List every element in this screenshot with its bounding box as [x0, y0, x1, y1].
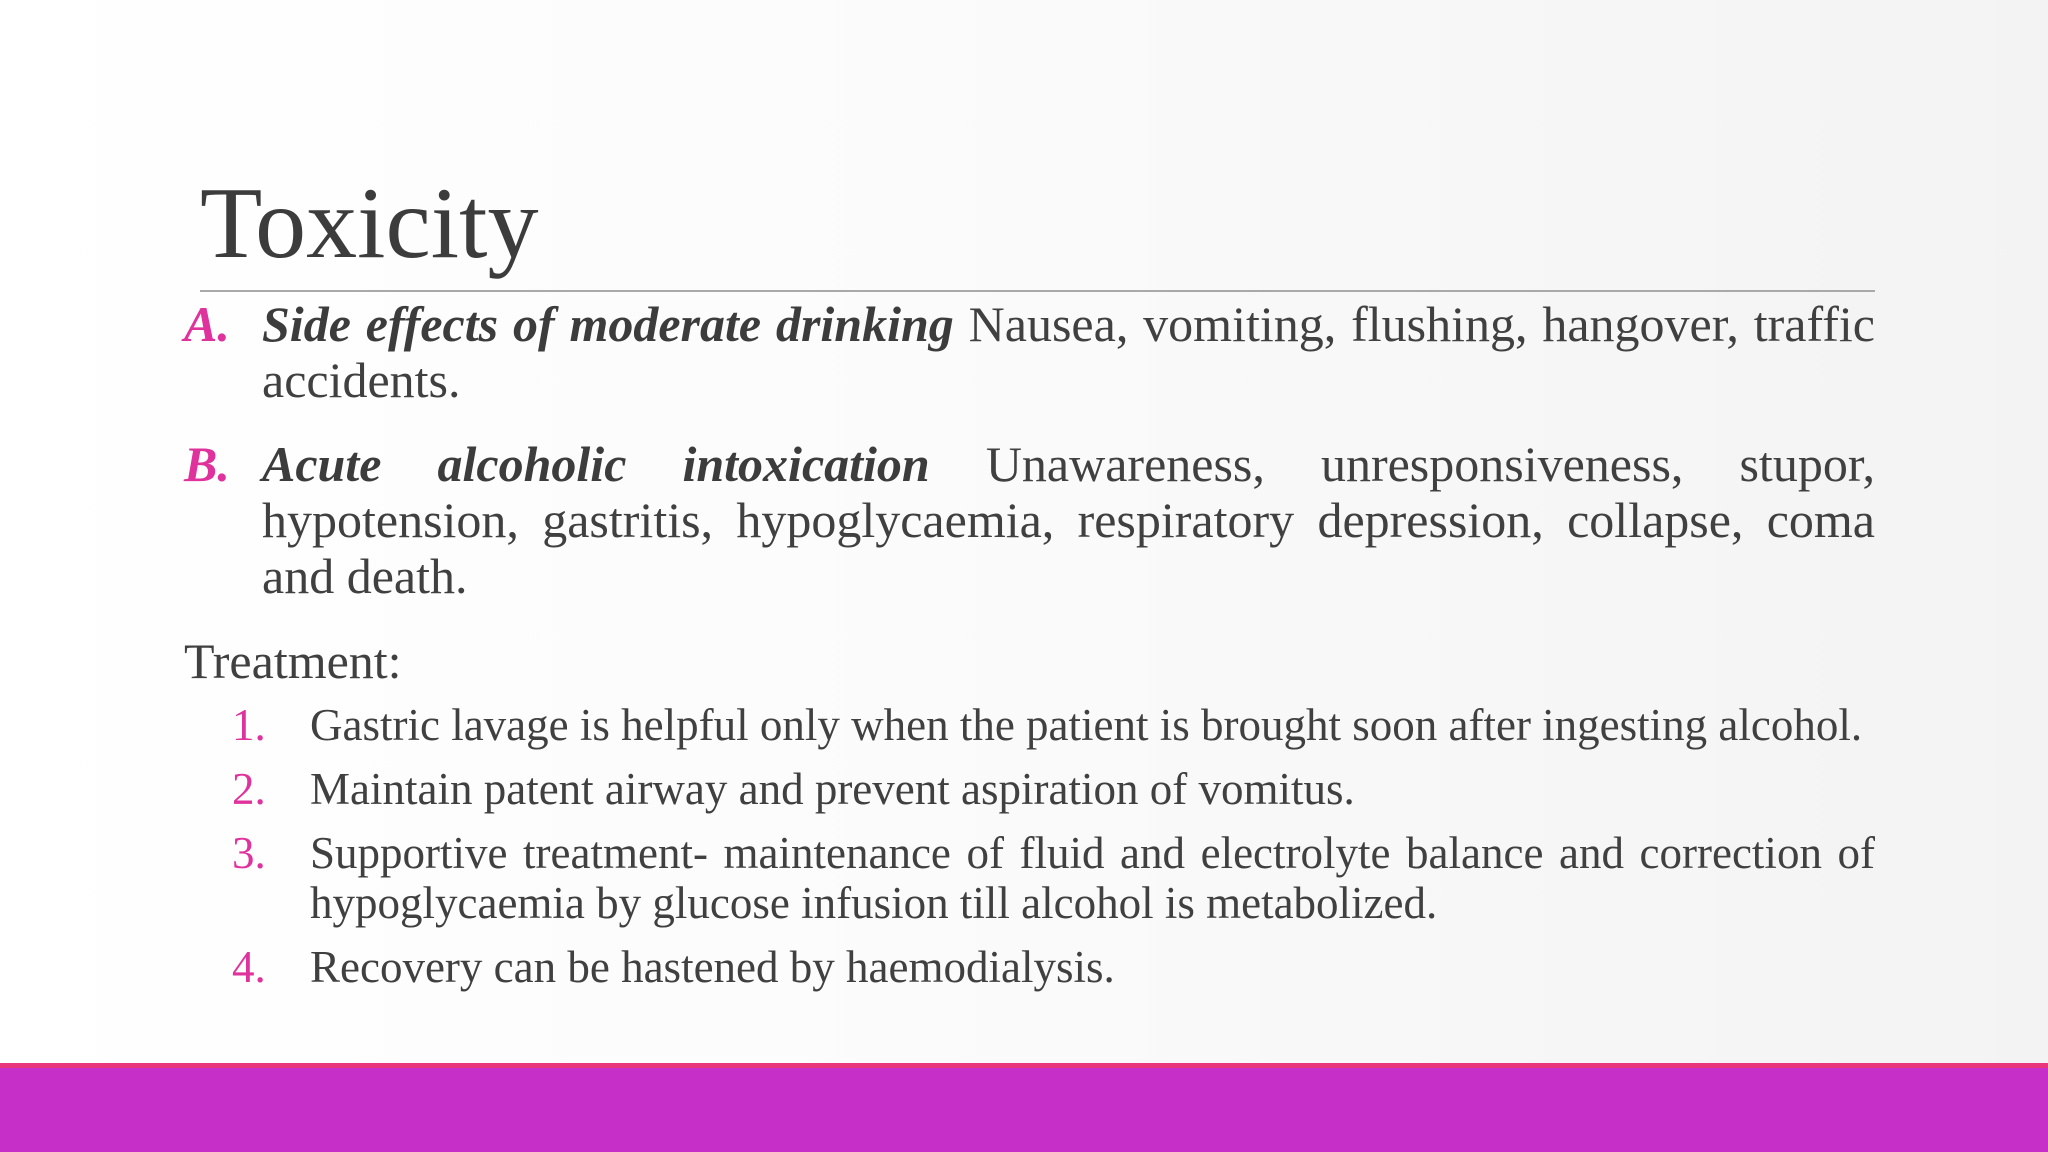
treatment-item-text: Supportive treatment- maintenance of fluid and electrolyte balance and correction of hypoglycaemia by glucose infusion till alcohol is metabolized.: [310, 828, 1875, 928]
section-a-lead: Side effects of moderate drinking: [262, 296, 969, 352]
title-divider: [200, 290, 1875, 292]
section-a-marker: A.: [184, 296, 230, 352]
footer-band: [0, 1068, 2048, 1152]
section-b-body: [262, 436, 1875, 604]
treatment-item-number: 1.: [232, 700, 266, 750]
slide-title: Toxicity: [200, 167, 539, 280]
section-a: [184, 296, 1875, 408]
treatment-item-number: 3.: [232, 828, 266, 878]
treatment-item-number: 2.: [232, 764, 266, 814]
treatment-item: [232, 700, 1875, 750]
treatment-heading: Treatment:: [184, 633, 402, 689]
treatment-item: [232, 828, 1875, 928]
section-b: [184, 436, 1875, 604]
treatment-item-text: Recovery can be hastened by haemodialysis.: [310, 942, 1115, 992]
slide-content: [184, 296, 1875, 1006]
treatment-item: [232, 764, 1875, 814]
section-a-text: Nausea, vomiting, flushing, hangover, traffic accidents.: [262, 296, 1875, 408]
treatment-item-text: Maintain patent airway and prevent aspiration of vomitus.: [310, 764, 1355, 814]
section-a-body: [262, 296, 1875, 408]
section-b-text: Unawareness, unresponsiveness, stupor, hypotension, gastritis, hypoglycaemia, respiratory depression, collapse, coma and death.: [262, 436, 1875, 604]
treatment-list: [232, 700, 1875, 992]
section-b-marker: B.: [184, 436, 230, 492]
treatment-item-number: 4.: [232, 942, 266, 992]
treatment-item: [232, 942, 1875, 992]
section-b-lead: Acute alcoholic intoxication: [262, 436, 986, 492]
treatment-item-text: Gastric lavage is helpful only when the patient is brought soon after ingesting alcohol.: [310, 700, 1863, 750]
